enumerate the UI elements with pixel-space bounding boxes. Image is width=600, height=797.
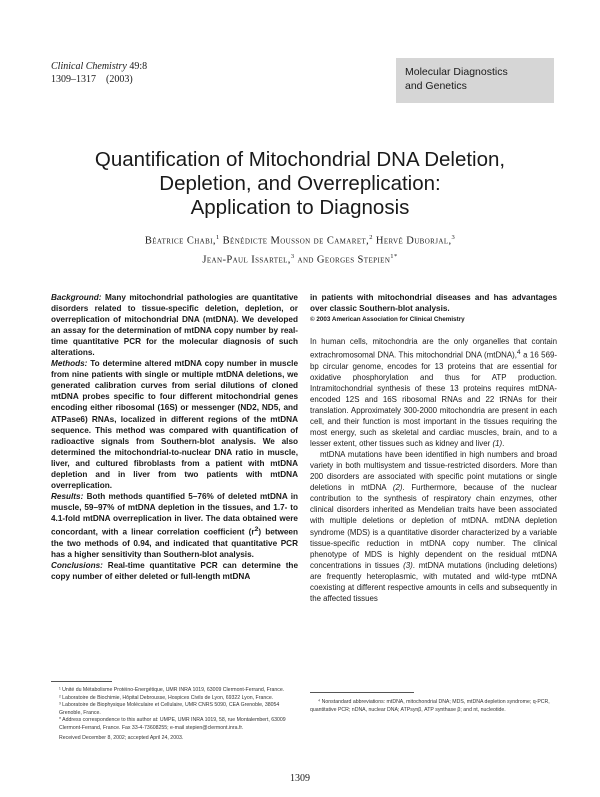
- left-column: [51, 292, 298, 582]
- abstract: [51, 292, 298, 582]
- section-label-box: [396, 58, 554, 103]
- introduction: [310, 336, 557, 604]
- footnote-3: ³ Laboratoire de Biophysique Moléculaire et Cellulaire, UMR CNRS 5090, CEA Grenoble, 38054 Grenoble, France.: [59, 702, 280, 716]
- author-list: [40, 230, 560, 267]
- journal-volume-issue: 49:8: [129, 61, 148, 72]
- title-line2: Depletion, and Overreplication:: [159, 172, 441, 195]
- author-affiliation: 1*: [390, 252, 398, 260]
- journal-name: Clinical Chemistry: [51, 61, 127, 72]
- abstract-conclusions-text: Real-time quantitative PCR can determine the copy number of either deleted or full-length mtDNA: [51, 560, 298, 581]
- author-affiliation: 1: [215, 234, 220, 241]
- intro-paragraph-1: [310, 336, 557, 449]
- abbreviations-footnote: ⁴ Nonstandard abbreviations: mtDNA, mitochondrial DNA; MDS, mtDNA depletion syndrome; q-PCR, quantitative PCR; nDNA, nuclear DNA; ATPsynβ, ATP synthase β; and nt, nucleotide.: [310, 699, 550, 713]
- title-line3: Application to Diagnosis: [190, 196, 410, 219]
- abstract-results: [51, 491, 298, 560]
- right-column: [310, 292, 557, 604]
- received-dates: Received December 8, 2002; accepted April 24, 2003.: [59, 734, 184, 741]
- abstract-background: [51, 292, 298, 358]
- citation-ref: (1): [492, 439, 503, 449]
- abbrev-footnote-divider: [310, 692, 414, 693]
- abstract-results-sup: 2: [254, 525, 259, 533]
- authors-line1: [40, 230, 560, 249]
- abstract-results-text: Both methods quantified 5–76% of deleted mtDNA in muscle, 59–97% of mtDNA depletion in the tissues, and 1.7- to 4.1-fold mtDNA overreplication in liver. The data obtained were concordant, with a linear correlation coefficient (r: [51, 491, 298, 537]
- authors-line2: [40, 249, 560, 268]
- citation-ref: (3): [403, 560, 413, 570]
- author-name: Hervé Duborjal,: [372, 235, 452, 247]
- journal-citation: [51, 61, 147, 86]
- journal-pages: 1309–1317: [51, 73, 96, 85]
- author-name: Jean-Paul Issartel,: [202, 254, 291, 265]
- title-line1: Quantification of Mitochondrial DNA Deletion,: [94, 148, 506, 171]
- intro-text: In human cells, mitochondria are the only organelles that contain extrachromosomal DNA. This mitochondrial DNA (mtDNA),: [310, 337, 557, 360]
- journal-year: (2003): [106, 73, 133, 85]
- affiliation-footnotes: [51, 687, 298, 742]
- abstract-results-label: Results:: [51, 491, 84, 501]
- citation-ref: (2): [392, 483, 403, 493]
- abstract-methods: [51, 358, 298, 491]
- author-affiliation: 3: [451, 234, 456, 241]
- footnote-2: ² Laboratoire de Biochimie, Hôpital Debrousse, Hospices Civils de Lyon, 69322 Lyon, France.: [59, 694, 274, 701]
- author-affiliation: 2: [369, 234, 373, 241]
- footnote-divider: [51, 681, 112, 682]
- article-title: [30, 148, 570, 220]
- footnote-correspondence: * Address correspondence to this author at: UMPE, UMR INRA 1019, 58, rue Montalembert, 63009 Clermont-Ferrand, France. Fax 33-4-73608255; e-mail stepien@clermont.inra.fr.: [59, 717, 286, 731]
- intro-paragraph-2: [310, 449, 557, 604]
- abstract-results-text-end: ) between the two methods of 0.94, and indicated that quantitative PCR has a higher sensitivity than Southern-blot analysis.: [51, 527, 298, 559]
- section-label-line2: and Genetics: [405, 79, 467, 92]
- author-name: Bénédicte Mousson de Camaret,: [219, 235, 370, 247]
- abstract-background-label: Background:: [51, 293, 102, 302]
- abstract-continued: in patients with mitochondrial diseases and has advantages over classic Southern-blot analysis.: [310, 293, 557, 314]
- abstract-conclusions: [51, 560, 298, 582]
- section-label-line1: Molecular Diagnostics: [405, 66, 508, 78]
- intro-text: mtDNA mutations have been identified in high numbers and broad variety in both multisystem and tissue-restricted disorders. More than 200 disorders are associated with specific point mutations or single deletions in mtDNA: [310, 450, 557, 493]
- author-name: and Georges Stepien: [294, 254, 391, 265]
- page-number: 1309: [290, 773, 310, 784]
- abstract-methods-label: Methods:: [51, 359, 88, 369]
- intro-text: .: [502, 439, 505, 449]
- footnote-1: ¹ Unité du Métabolisme Protéino-Energétique, UMR INRA 1019, 63009 Clermont-Ferrand, France.: [59, 687, 285, 693]
- abstract-conclusions-label: Conclusions:: [51, 560, 103, 570]
- intro-text: . mtDNA mutations (including deletions) are frequently heteroplasmic, with mutated and wild-type mtDNA coexisting at different respective amounts in cells and subsequently in the affected tissues: [310, 560, 557, 603]
- abstract-methods-text: To determine altered mtDNA copy number in muscle from nine patients with single or multiple mtDNA deletions, we generated calibration curves from serial dilutions of cloned mtDNA probes specific to four different mitochondrial genes encoding either ribosomal (16S) or messenger (ND2, ND5, and ATPase6) RNAs, localized in different regions of the mtDNA sequence. This method was compared with quantification of radioactive signals from Southern-blot analysis. We also determined the mitochondrial-to-nuclear DNA ratio in muscle, liver, and cultured fibroblasts from a patient with mtDNA depletion and in liver from two patients with mtDNA overreplication.: [51, 359, 298, 490]
- abstract-background-text: Many mitochondrial pathologies are quantitative disorders related to tissue-specific deletion, depletion, or overreplication of mitochondrial DNA (mtDNA). We developed an assay for the determination of mtDNA copy number by real-time quantitative PCR for the molecular diagnosis of such alterations.: [51, 293, 298, 358]
- copyright: © 2003 American Association for Clinical Chemistry: [310, 316, 465, 324]
- intro-text: . Furthermore, because of the nuclear contribution to the synthesis of respiratory chain enzymes, other clinical disorders inherited as Mendelian traits have been associated with multiple deletions or depletion of mtDNA. mtDNA depletion syndrome (MDS) is a quantitative disorder characterized by a variable tissue-specific reduction in mtDNA copy number. The clinical phenotype of MDS is highly dependent on the residual mtDNA concentrations in tissues: [310, 483, 557, 570]
- author-name: Béatrice Chabi,: [144, 235, 216, 247]
- author-affiliation: 3: [290, 252, 295, 260]
- intro-text: a 16 569-bp circular genome, encodes for 13 proteins that are essential for oxidative phosphorylation and thus for ATP production. Intramitochondrial synthesis of these 13 proteins requires mtDNA-encoded 12S and 16S ribosomal RNAs and 22 tRNAs for their translation. Approximately 300-2000 mitochondria are present in each cell, and their function is most important in the tissues requiring the most energy, such as skeletal and cardiac muscles, brain, and to a lesser extent, other tissues such as kidney and liver: [310, 350, 557, 449]
- abbrev-footnote-marker: 4: [516, 349, 521, 357]
